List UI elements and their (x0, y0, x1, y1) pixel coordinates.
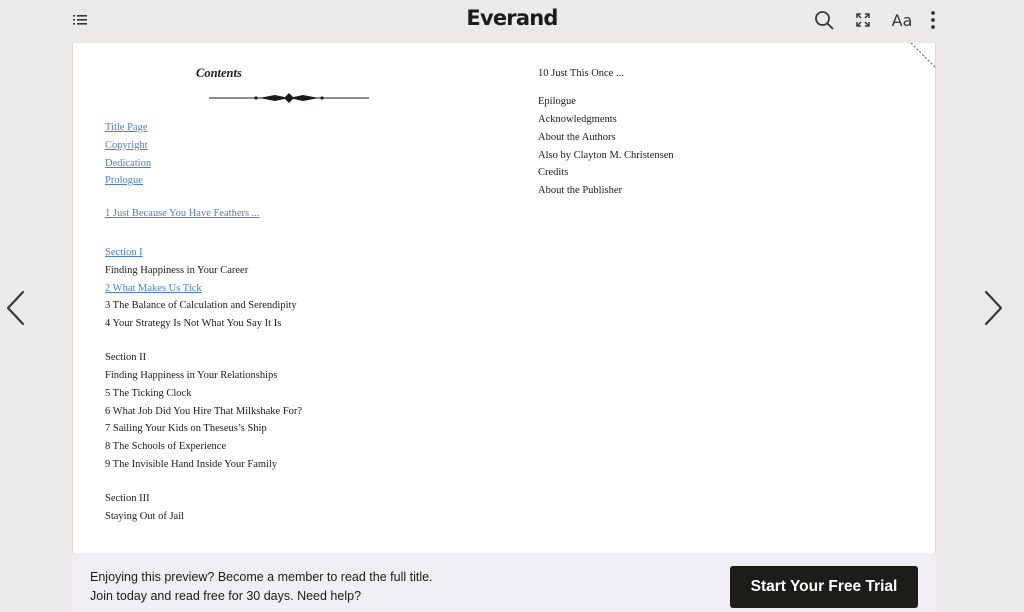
font-settings-button[interactable]: Aa (891, 10, 913, 30)
expand-icon[interactable] (854, 9, 872, 31)
toc-link[interactable]: 2 What Makes Us Tick (105, 283, 202, 294)
banner-line-2: Join today and read free for 30 days. Need help? (90, 589, 362, 603)
toc-entry: 4 Your Strategy Is Not What You Say It Is (105, 318, 282, 329)
toc-entry: Also by Clayton M. Christensen (538, 150, 674, 161)
toc-entry: 5 The Ticking Clock (105, 388, 192, 399)
start-free-trial-button[interactable]: Start Your Free Trial (730, 566, 918, 608)
book-page (72, 43, 936, 553)
toc-entry: Staying Out of Jail (105, 511, 185, 522)
chevron-left-icon[interactable] (5, 290, 27, 326)
toc-entry: 3 The Balance of Calculation and Serendipity (105, 300, 297, 311)
toc-link[interactable]: Section I (105, 247, 143, 258)
toc-entry: Epilogue (538, 96, 576, 107)
list-icon[interactable] (72, 12, 88, 28)
toc-link[interactable]: Title Page (105, 122, 148, 133)
toc-entry: 8 The Schools of Experience (105, 441, 227, 452)
toc-entry: About the Publisher (538, 185, 622, 196)
bookmark-corner[interactable] (911, 43, 935, 67)
toc-entry: Finding Happiness in Your Relationships (105, 370, 278, 381)
toc-link[interactable]: Prologue (105, 175, 143, 186)
contents-heading: Contents (196, 66, 242, 80)
toc-entry: Section II (105, 352, 147, 363)
toc-entry: Acknowledgments (538, 114, 617, 125)
toc-link[interactable]: Dedication (105, 158, 152, 169)
toc-entry: About the Authors (538, 132, 616, 143)
more-vertical-icon[interactable] (928, 9, 938, 31)
chevron-right-icon[interactable] (982, 290, 1004, 326)
banner-text (90, 568, 433, 606)
ornament-divider (209, 91, 369, 105)
toc-entry: 9 The Invisible Hand Inside Your Family (105, 459, 278, 470)
toc-link[interactable]: 1 Just Because You Have Feathers ... (105, 208, 260, 219)
toc-entry: Section III (105, 493, 150, 504)
toc-entry: Finding Happiness in Your Career (105, 265, 249, 276)
toc-entry: 7 Sailing Your Kids on Theseus’s Ship (105, 423, 267, 434)
toc-entry: Credits (538, 167, 569, 178)
toc-link[interactable]: Copyright (105, 140, 148, 151)
search-icon[interactable] (813, 9, 835, 31)
toc-entry: 6 What Job Did You Hire That Milkshake For? (105, 406, 303, 417)
toc-entry: 10 Just This Once ... (538, 68, 624, 79)
banner-line-1: Enjoying this preview? Become a member to read the full title. (90, 570, 433, 584)
brand-logo: Everand (466, 6, 558, 30)
top-bar (0, 0, 1024, 40)
preview-banner (72, 553, 936, 612)
